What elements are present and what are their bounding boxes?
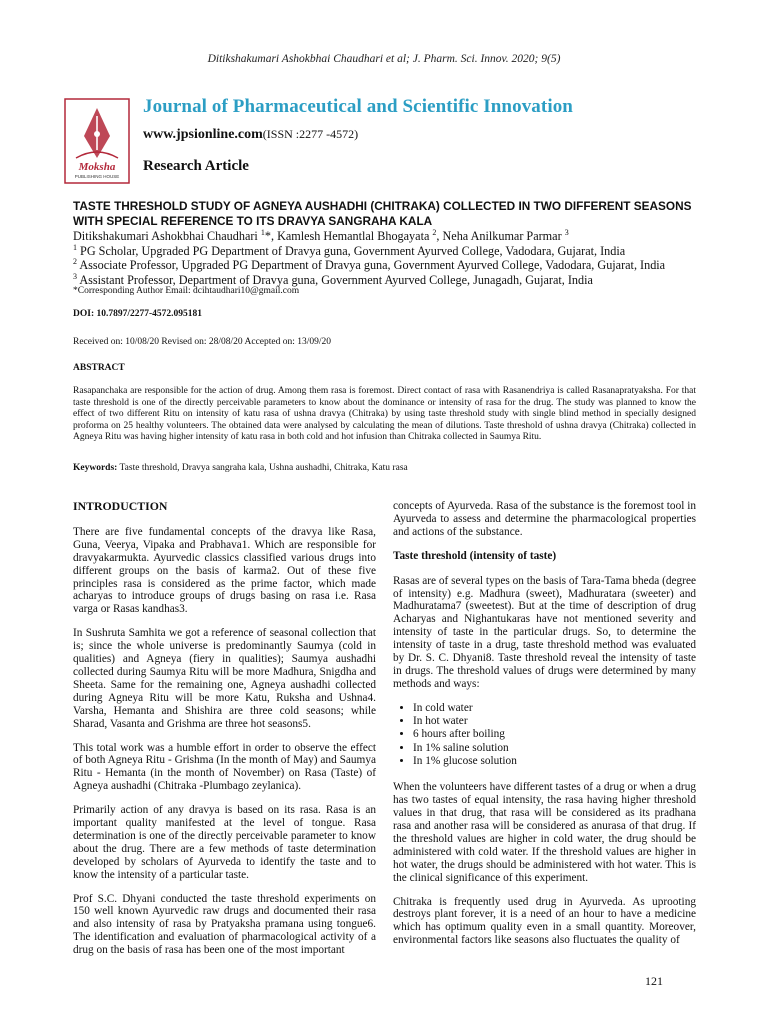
list-item: • In 1% saline solution [413,742,696,755]
abstract-heading: ABSTRACT [73,363,125,373]
keywords: Keywords: Taste threshold, Dravya sangraha kala, Ushna aushadhi, Chitraka, Katu rasa [73,463,408,473]
body-paragraph: Prof S.C. Dhyani conducted the taste threshold experiments on 150 well known Ayurvedic raw drugs and documented their rasa and also intensity of rasa by Pratyaksha pramana using tongue6. The identification and evaluation of pharmacological activity of a drug on the basis of rasa has been one of the most important [73,892,376,957]
doi[interactable]: DOI: 10.7897/2277-4572.095181 [73,309,203,319]
affiliation: $^1$ PG Scholar, Upgraded PG Department of Dravya guna, Government Ayurved College, Vadodara, Gujarat, India [73,243,626,259]
author-name: Kamlesh Hemantlal Bhogayata [277,229,430,244]
svg-text:PUBLISHING HOUSE: PUBLISHING HOUSE [74,174,120,179]
running-head: Ditikshakumari Ashokbhai Chaudhari et al; J. Pharm. Sci. Innov. 2020; 9(5) [207,53,561,65]
journal-title: Journal of Pharmaceutical and Scientific Innovation [143,96,573,117]
affiliation: $^2$ Associate Professor, Upgraded PG Department of Dravya guna, Government Ayurved College, Vadodara, Gujarat, India [73,257,666,273]
body-paragraph: In Sushruta Samhita we got a reference of seasonal collection that is; since the whole universe is predominantly Saumya (cold in qualities) and Agneya (fiery in qualities); Saumya aushadhi collected during Saumya Ritu will be more Madhura, Snigdha and Sheeta. Same for the remaining one, Agneya aushadhi collected during Agneya Ritu will be more Katu, Ruksha and Ushna4. Varsha, Hemanta and Shishira are three cold seasons; while Sharad, Vasanta and Grishma are three hot seasons5. [73,627,376,730]
corresponding-author: *Corresponding Author Email: dcihtaudhari10@gmail.com [73,286,300,296]
body-paragraph: concepts of Ayurveda. Rasa of the substance is the foremost tool in Ayurveda to assess and determine the pharmacological properties and actions of the substance. [393,500,696,538]
right-column [393,500,696,958]
author-name: Neha Anilkumar Parmar [442,229,562,244]
journal-website[interactable] [143,127,358,143]
list-item: • In hot water [413,715,696,728]
svg-text:Moksha: Moksha [78,161,116,173]
author-sup: 3 [564,228,569,237]
page-number: 121 [645,974,663,988]
issn: (ISSN :2277 -4572) [262,127,359,141]
list-item: • 6 hours after boiling [413,728,696,741]
article-type: Research Article [143,158,249,174]
moksha-publishing-logo [64,98,130,184]
affiliation: $^3$ Assistant Professor, Department of Dravya guna, Government Ayurved College, Junagadh, Gujarat, India [73,272,593,288]
author-sup: 1 [260,228,265,237]
body-paragraph: Primarily action of any dravya is based on its rasa. Rasa is an important quality manifested at the level of tongue. Rasa determination is one of the directly perceivable parameter to know about the drug. There are a few methods of taste determination developed by scholars of Ayurveda to identify the taste and to know the intensity of a particular taste. [73,804,376,881]
author-name: Ditikshakumari Ashokbhai Chaudhari [73,229,258,244]
website-url[interactable]: www.jpsionline.com [143,127,263,142]
paper-title: TASTE THRESHOLD STUDY OF AGNEYA AUSHADHI (CHITRAKA) COLLECTED IN TWO DIFFERENT SEASONS WITH SPECIAL REFERENCE TO ITS DRAVYA SANGRAHA KALA [73,199,692,228]
body-paragraph: Rasas are of several types on the basis of Tara-Tama bheda (degree of intensity) e.g. Madhura (sweet), Madhuratara (sweeter) and Madhuratama7 (sweetest). But at the time of description of drug Acharyas and Nighantukaras have not mentioned severity and intensity of taste in the particular drugs. So, to determine the intensity of taste in a drug, taste threshold method was evaluated by Dr. S. C. Dhyani8. Taste threshold reveal the intensity of taste in drugs. The threshold values of drugs were determined by many methods and ways: [393,574,696,690]
author-list: Ditikshakumari Ashokbhai Chaudhari $^1$*, Kamlesh Hemantlal Bhogayata $^2$, Neha Anilkumar Parmar $^3$ [73,228,569,244]
left-column [73,500,376,968]
abstract-text: Rasapanchaka are responsible for the action of drug. Among them rasa is foremost. Direct contact of rasa with Rasanendriya is called Rasanapratyaksha. For that taste threshold is one of the directly perceivable parameters to know about the dominance or intensity of rasa for the drug. The study was planned to know the effect of two different Ritu on intensity of katu rasa of ushna dravya (Chitraka) by using taste threshold study with single blind method in specially designed proforma on 25 healthy volunteers. The obtained data were analysed by calculating the mean of dilutions. Taste threshold of ushna dravya (Chitraka) collected in Agneya Ritu was having higher intensity of katu rasa in both cold and hot infusion than Chitraka collected in Saumya Ritu. [73,386,696,443]
list-item: • In cold water [413,702,696,715]
body-paragraph: This total work was a humble effort in order to observe the effect of both Agneya Ritu - Grishma (In the month of May) and Saumya Ritu - Hemanta (in the month of November) on Rasa (Taste) of Agneya aushadhi (Chitraka -Plumbago zeylanica). [73,741,376,793]
author-sup: 2 [432,228,437,237]
body-paragraph: There are five fundamental concepts of the dravya like Rasa, Guna, Veerya, Vipaka and Prabhava1. Which are responsible for dravyakarmukta. Ayurvedic classics classified various drugs into different groups on the basis of karma2. Out of these five principles rasa is considered as the prime factor, which made acharyas to introduce groups of drugs basing on rasa i.e. Rasa varga or Rasas kandhas3. [73,525,376,616]
submission-dates: Received on: 10/08/20 Revised on: 28/08/20 Accepted on: 13/09/20 [73,337,332,347]
introduction-heading: INTRODUCTION [73,499,168,513]
body-paragraph: When the volunteers have different tastes of a drug or when a drug has two tastes of equal intensity, the rasa having higher threshold values in that drug, that rasa will be considered as its pradhana rasa and another rasa will be considered as anurasa of that drug. If the threshold values are higher in cold water, the drug should be administered with cold water. If the threshold values are higher in hot water, the drugs should be administered with hot water. This is the clinical significance of this experiment. [393,781,696,884]
taste-threshold-subheading: Taste threshold (intensity of taste) [393,549,557,562]
body-paragraph: Chitraka is frequently used drug in Ayurveda. As uprooting destroys plant forever, it is a need of an hour to have a medicine which has optimum quality even in a small quantity. Moreover, environmental factors like seasons also fluctuates the quality of [393,895,696,947]
method-list [393,702,696,768]
list-item: • In 1% glucose solution [413,755,696,768]
